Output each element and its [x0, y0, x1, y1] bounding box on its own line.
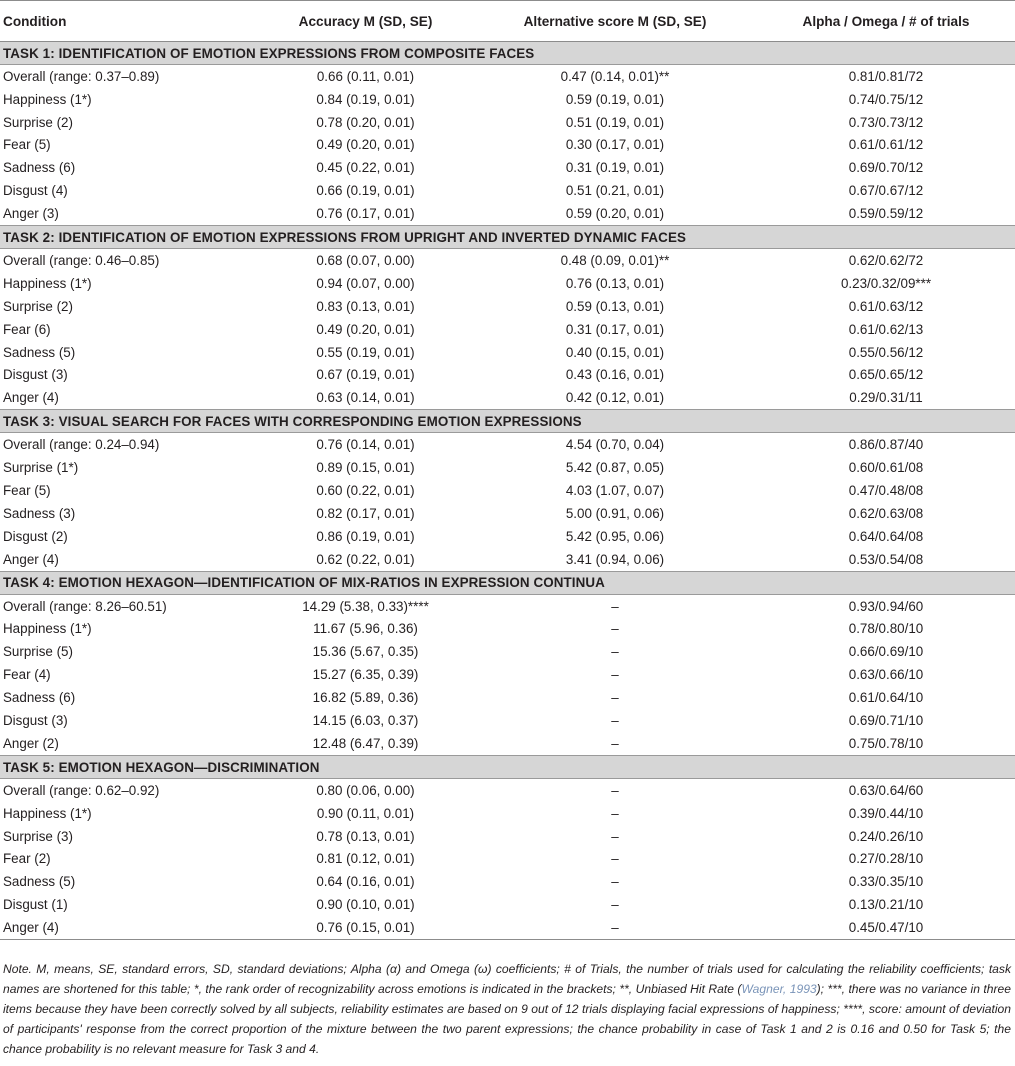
cell-reliability: 0.67/0.67/12	[848, 183, 924, 199]
cell-accuracy: 11.67 (5.96, 0.36)	[313, 621, 418, 637]
cell-reliability: 0.61/0.62/13	[848, 321, 924, 337]
cell-accuracy: 0.66 (0.11, 0.01)	[316, 68, 415, 84]
cell-alternative-score: 0.59 (0.13, 0.01)	[565, 298, 665, 314]
table-row	[0, 456, 1015, 479]
table-row	[0, 802, 1015, 825]
cell-condition: Disgust (1)	[3, 897, 68, 913]
cell-accuracy: 0.67 (0.19, 0.01)	[316, 367, 415, 383]
table-row	[0, 502, 1015, 525]
cell-condition: Fear (5)	[3, 137, 51, 153]
table-row	[0, 387, 1015, 410]
cell-condition: Anger (4)	[0, 916, 258, 939]
table-row	[0, 779, 1015, 802]
table-row	[0, 848, 1015, 871]
table-row	[0, 686, 1015, 709]
cell-condition: Overall (range: 0.46–0.85)	[3, 252, 160, 268]
cell-accuracy: 0.90 (0.11, 0.01)	[316, 805, 415, 821]
cell-condition: Disgust (3)	[3, 713, 68, 728]
cell-accuracy: 0.89 (0.15, 0.01)	[316, 460, 415, 476]
cell-condition: Overall (range: 0.37–0.89)	[3, 68, 160, 84]
cell-reliability: 0.62/0.63/08	[848, 505, 924, 521]
cell-condition: Happiness (1*)	[3, 275, 92, 291]
cell-reliability: 0.86/0.87/40	[848, 437, 924, 453]
cell-alternative-score: –	[611, 667, 619, 683]
cell-reliability: 0.59/0.59/12	[848, 206, 924, 222]
cell-condition: Sadness (6)	[3, 160, 76, 176]
cell-accuracy: 0.66 (0.19, 0.01)	[316, 183, 415, 199]
cell-condition: Disgust (2)	[3, 528, 68, 544]
table-row	[0, 433, 1015, 456]
cell-accuracy: 16.82 (5.89, 0.36)	[312, 690, 419, 706]
cell-accuracy: 15.36 (5.67, 0.35)	[312, 644, 419, 660]
cell-alternative-score: –	[611, 782, 619, 798]
task-section-header	[0, 571, 1015, 594]
cell-reliability: 0.61/0.64/10	[848, 690, 924, 706]
cell-alternative-score: –	[611, 828, 619, 844]
header-condition: Condition	[0, 1, 258, 42]
cell-reliability: 0.55/0.56/12	[848, 344, 924, 360]
table-row	[0, 88, 1015, 111]
table-row	[0, 202, 1015, 225]
cell-condition: Sadness (3)	[3, 505, 76, 521]
table-row	[0, 479, 1015, 502]
cell-reliability: 0.27/0.28/10	[848, 851, 924, 867]
table-row	[0, 134, 1015, 157]
cell-alternative-score: 0.42 (0.12, 0.01)	[565, 390, 665, 406]
cell-reliability: 0.93/0.94/60	[848, 598, 924, 614]
cell-accuracy: 0.76 (0.14, 0.01)	[316, 437, 415, 453]
cell-alternative-score: 0.48 (0.09, 0.01)**	[560, 252, 670, 268]
table-row	[0, 709, 1015, 732]
cell-alternative-score: –	[611, 735, 619, 751]
cell-alternative-score: –	[611, 805, 619, 821]
task-title: TASK 1: IDENTIFICATION OF EMOTION EXPRESSIONS FROM COMPOSITE FACES	[0, 42, 1015, 65]
task-title: TASK 3: VISUAL SEARCH FOR FACES WITH CORRESPONDING EMOTION EXPRESSIONS	[0, 410, 1015, 433]
cell-accuracy: 0.80 (0.06, 0.00)	[316, 782, 415, 798]
table-body	[0, 42, 1015, 940]
cell-alternative-score: 0.30 (0.17, 0.01)	[565, 137, 665, 153]
cell-reliability: 0.73/0.73/12	[848, 114, 924, 130]
cell-alternative-score: 0.51 (0.19, 0.01)	[565, 114, 665, 130]
cell-reliability: 0.81/0.81/72	[848, 68, 924, 84]
cell-reliability: 0.69/0.71/10	[848, 713, 924, 728]
cell-alternative-score: 4.03 (1.07, 0.07)	[565, 482, 665, 498]
cell-alternative-score: 4.54 (0.70, 0.04)	[565, 437, 665, 453]
table-row	[0, 157, 1015, 180]
table-row	[0, 916, 1015, 939]
cell-reliability: 0.33/0.35/10	[848, 874, 924, 890]
cell-reliability: 0.78/0.80/10	[848, 621, 924, 637]
cell-accuracy: 0.94 (0.07, 0.00)	[316, 275, 415, 291]
cell-condition: Happiness (1*)	[3, 91, 92, 107]
cell-accuracy: 0.84 (0.19, 0.01)	[316, 91, 415, 107]
cell-reliability: 0.74/0.75/12	[848, 91, 924, 107]
cell-reliability: 0.45/0.47/10	[757, 916, 1015, 939]
cell-alternative-score: 5.00 (0.91, 0.06)	[565, 505, 665, 521]
cell-alternative-score: 0.40 (0.15, 0.01)	[565, 344, 665, 360]
cell-accuracy: 0.81 (0.12, 0.01)	[316, 851, 415, 867]
cell-reliability: 0.61/0.63/12	[848, 298, 924, 314]
cell-reliability: 0.39/0.44/10	[848, 805, 924, 821]
cell-condition: Surprise (1*)	[3, 460, 79, 476]
table-row	[0, 548, 1015, 571]
cell-alternative-score: 3.41 (0.94, 0.06)	[565, 551, 665, 567]
cell-alternative-score: 0.31 (0.19, 0.01)	[565, 160, 665, 176]
cell-condition: Fear (5)	[3, 482, 51, 498]
cell-reliability: 0.62/0.62/72	[848, 252, 924, 268]
cell-accuracy: 15.27 (6.35, 0.39)	[312, 667, 419, 683]
cell-condition: Surprise (3)	[3, 828, 73, 844]
table-row	[0, 641, 1015, 664]
cell-accuracy: 0.86 (0.19, 0.01)	[316, 528, 415, 544]
table-row	[0, 525, 1015, 548]
cell-alternative-score: –	[611, 598, 619, 614]
cell-alternative-score: –	[611, 621, 619, 637]
cell-reliability: 0.47/0.48/08	[848, 482, 924, 498]
cell-accuracy: 0.68 (0.07, 0.00)	[316, 252, 415, 268]
task-section-header	[0, 756, 1015, 779]
cell-alternative-score: –	[611, 644, 619, 660]
cell-accuracy: 0.82 (0.17, 0.01)	[316, 505, 415, 521]
cell-alternative-score: –	[611, 690, 619, 706]
cell-condition: Disgust (4)	[3, 183, 68, 199]
cell-reliability: 0.63/0.64/60	[848, 782, 924, 798]
table-row	[0, 663, 1015, 686]
table-row	[0, 318, 1015, 341]
table-row	[0, 341, 1015, 364]
cell-condition: Overall (range: 8.26–60.51)	[3, 598, 167, 614]
cell-condition: Fear (6)	[3, 321, 51, 337]
header-reliability: Alpha / Omega / # of trials	[757, 1, 1015, 42]
cell-reliability: 0.64/0.64/08	[848, 528, 924, 544]
task-title: TASK 2: IDENTIFICATION OF EMOTION EXPRESSIONS FROM UPRIGHT AND INVERTED DYNAMIC FACES	[0, 226, 1015, 249]
cell-condition: Overall (range: 0.24–0.94)	[3, 437, 160, 453]
cell-condition: Anger (4)	[3, 551, 59, 567]
cell-accuracy: 0.90 (0.10, 0.01)	[316, 897, 415, 913]
cell-accuracy: 0.63 (0.14, 0.01)	[316, 390, 415, 406]
table-row	[0, 594, 1015, 617]
cell-condition: Overall (range: 0.62–0.92)	[3, 782, 160, 798]
cell-alternative-score: 0.76 (0.13, 0.01)	[565, 275, 665, 291]
task-section-header	[0, 410, 1015, 433]
cell-reliability: 0.23/0.32/09***	[840, 275, 932, 291]
cell-reliability: 0.69/0.70/12	[848, 160, 924, 176]
cell-accuracy: 0.49 (0.20, 0.01)	[316, 137, 415, 153]
cell-accuracy: 0.78 (0.20, 0.01)	[316, 114, 415, 130]
cell-alternative-score: 0.51 (0.21, 0.01)	[565, 183, 665, 199]
cell-accuracy: 0.83 (0.13, 0.01)	[316, 298, 415, 314]
table-row	[0, 825, 1015, 848]
table-row	[0, 65, 1015, 88]
cell-condition: Fear (4)	[3, 667, 51, 683]
cell-alternative-score: –	[611, 851, 619, 867]
cell-accuracy: 0.45 (0.22, 0.01)	[316, 160, 415, 176]
cell-accuracy: 0.49 (0.20, 0.01)	[316, 321, 415, 337]
cell-condition: Happiness (1*)	[3, 805, 92, 821]
cell-accuracy: 0.60 (0.22, 0.01)	[316, 482, 415, 498]
task-title: TASK 4: EMOTION HEXAGON—IDENTIFICATION OF MIX-RATIOS IN EXPRESSION CONTINUA	[0, 571, 1015, 594]
cell-alternative-score: –	[611, 897, 619, 913]
cell-accuracy: 14.29 (5.38, 0.33)****	[302, 598, 429, 614]
table-row	[0, 295, 1015, 318]
cell-alternative-score: 0.47 (0.14, 0.01)**	[560, 68, 670, 84]
cell-condition: Surprise (2)	[3, 298, 73, 314]
table-note	[3, 959, 1011, 1059]
cell-alternative-score: 5.42 (0.95, 0.06)	[565, 528, 665, 544]
cell-condition: Happiness (1*)	[3, 621, 92, 637]
task-section-header	[0, 226, 1015, 249]
cell-reliability: 0.75/0.78/10	[848, 735, 924, 751]
note-text-before: Note. M, means, SE, standard errors, SD, standard deviations; Alpha (α) and Omega (ω) coefficients; # of Trials, the number of trials used for calculating the reliability coefficients; task names are shortened for this table; *, the rank order of recognizability across emotions is indicated in the brackets; **, Unbiased Hit Rate (	[3, 962, 1011, 996]
cell-alternative-score: 0.59 (0.19, 0.01)	[565, 91, 665, 107]
table-row	[0, 111, 1015, 134]
note-citation-link[interactable]: Wagner, 1993	[741, 982, 817, 996]
cell-condition: Disgust (3)	[3, 367, 68, 383]
cell-alternative-score: 5.42 (0.87, 0.05)	[565, 460, 665, 476]
cell-condition: Sadness (6)	[3, 690, 76, 706]
cell-alternative-score: –	[473, 916, 757, 939]
cell-condition: Anger (3)	[3, 206, 59, 222]
cell-reliability: 0.63/0.66/10	[848, 667, 924, 683]
cell-condition: Sadness (5)	[3, 344, 76, 360]
table-row	[0, 894, 1015, 917]
table-row	[0, 871, 1015, 894]
cell-reliability: 0.65/0.65/12	[848, 367, 924, 383]
table-row	[0, 272, 1015, 295]
cell-reliability: 0.60/0.61/08	[848, 460, 924, 476]
table-row	[0, 732, 1015, 755]
cell-alternative-score: 0.43 (0.16, 0.01)	[565, 367, 665, 383]
cell-accuracy: 0.62 (0.22, 0.01)	[316, 551, 415, 567]
cell-reliability: 0.24/0.26/10	[848, 828, 924, 844]
cell-accuracy: 0.76 (0.15, 0.01)	[258, 916, 473, 939]
table-row	[0, 618, 1015, 641]
cell-accuracy: 14.15 (6.03, 0.37)	[312, 713, 419, 728]
cell-condition: Surprise (5)	[3, 644, 73, 660]
task-section-header	[0, 42, 1015, 65]
cell-condition: Surprise (2)	[3, 114, 73, 130]
cell-condition: Sadness (5)	[3, 874, 76, 890]
table-row	[0, 179, 1015, 202]
header-alternative-score: Alternative score M (SD, SE)	[473, 1, 757, 42]
table-row	[0, 364, 1015, 387]
cell-reliability: 0.13/0.21/10	[848, 897, 924, 913]
cell-reliability: 0.53/0.54/08	[848, 551, 924, 567]
cell-accuracy: 0.78 (0.13, 0.01)	[316, 828, 415, 844]
cell-accuracy: 0.76 (0.17, 0.01)	[316, 206, 415, 222]
cell-accuracy: 0.55 (0.19, 0.01)	[316, 344, 415, 360]
cell-reliability: 0.66/0.69/10	[848, 644, 924, 660]
table-header	[0, 1, 1015, 42]
note-text-after: ); ***, there was no variance in three items because they have been correctly solved by all subjects, reliability estimates are based on 9 out of 12 trials displaying facial expressions of happiness; ****, score: amount of deviation of participants' response from the correct proportion of the mixture between the two parent expressions; the chance probability in case of Task 1 and 2 is 0.16 and 0.50 for Task 5; the chance probability is no relevant measure for Task 3 and 4.	[3, 982, 1011, 1056]
header-accuracy: Accuracy M (SD, SE)	[258, 1, 473, 42]
cell-condition: Fear (2)	[3, 851, 51, 867]
cell-reliability: 0.61/0.61/12	[848, 137, 924, 153]
cell-accuracy: 0.64 (0.16, 0.01)	[316, 874, 415, 890]
cell-alternative-score: –	[611, 713, 619, 728]
cell-condition: Anger (2)	[3, 735, 59, 751]
cell-accuracy: 12.48 (6.47, 0.39)	[312, 735, 419, 751]
cell-alternative-score: 0.59 (0.20, 0.01)	[565, 206, 665, 222]
cell-reliability: 0.29/0.31/11	[849, 390, 923, 406]
task-title: TASK 5: EMOTION HEXAGON—DISCRIMINATION	[0, 756, 1015, 779]
cell-alternative-score: 0.31 (0.17, 0.01)	[565, 321, 665, 337]
cell-condition: Anger (4)	[3, 390, 59, 406]
cell-alternative-score: –	[611, 874, 619, 890]
table-row	[0, 249, 1015, 272]
